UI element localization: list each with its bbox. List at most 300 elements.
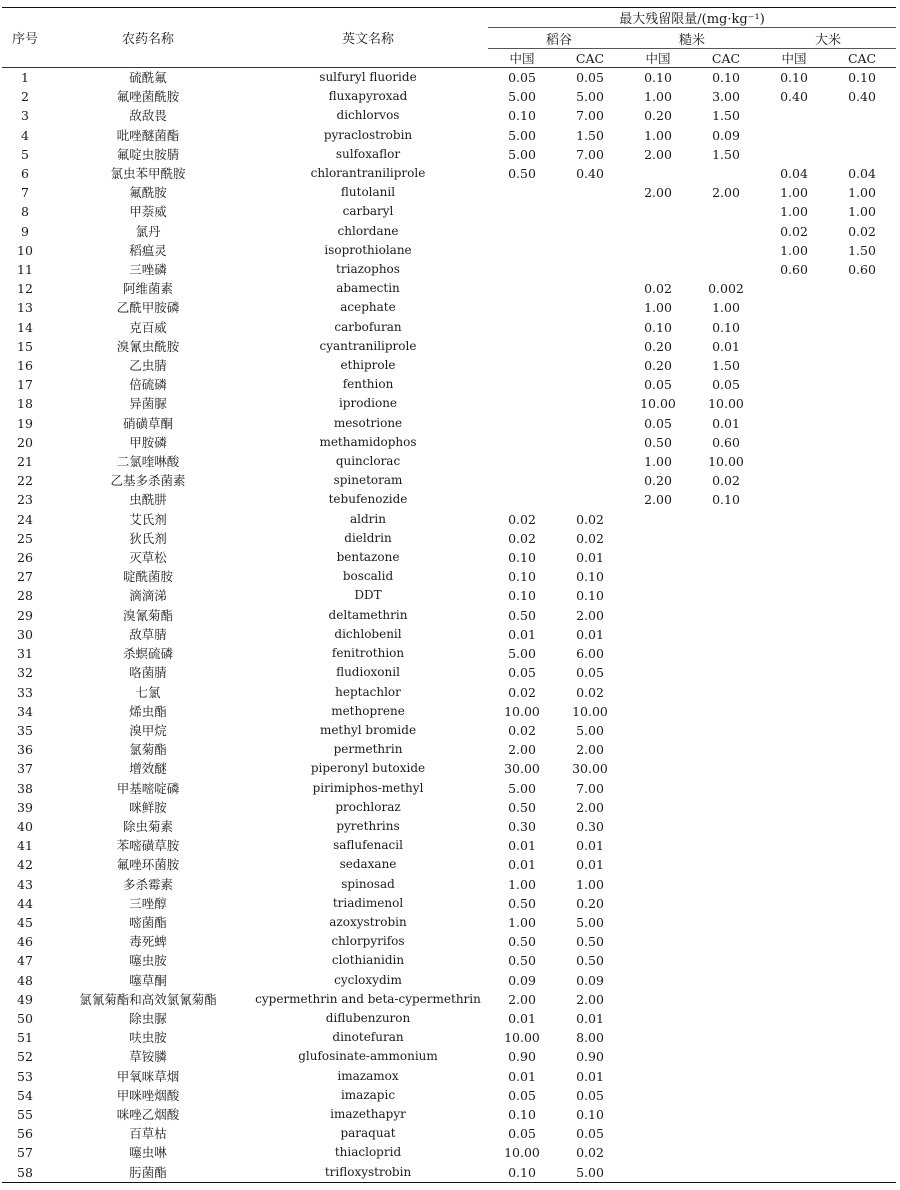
cell-rice-cac: 1.00 xyxy=(848,204,876,220)
cell-no: 46 xyxy=(17,934,33,950)
cell-cn-name: 三唑醇 xyxy=(129,895,167,911)
cell-brown-china: 2.00 xyxy=(644,185,672,201)
cell-paddy-cac: 0.01 xyxy=(576,1010,604,1026)
cell-en-name: saflufenacil xyxy=(333,838,403,853)
cell-paddy-cac: 2.00 xyxy=(576,607,604,623)
cell-no: 48 xyxy=(17,972,33,988)
table-row xyxy=(2,529,896,548)
cell-no: 54 xyxy=(17,1087,33,1103)
table-row xyxy=(2,126,896,145)
cell-rice-china xyxy=(760,298,828,317)
cell-brown-china: 0.50 xyxy=(644,434,672,450)
cell-cn-name: 二氯喹啉酸 xyxy=(116,454,180,470)
cell-rice-cac: 0.10 xyxy=(848,70,876,85)
cell-no: 29 xyxy=(17,607,33,623)
cell-brown-china: 2.00 xyxy=(644,146,672,162)
cell-cn-name: 草铵膦 xyxy=(129,1049,167,1065)
cell-cn-name: 多杀霉素 xyxy=(122,876,173,892)
cell-paddy-cac: 0.90 xyxy=(576,1049,604,1065)
cell-paddy-cac: 0.01 xyxy=(576,626,604,642)
cell-brown-china xyxy=(624,529,692,548)
cell-brown-cac xyxy=(692,971,760,990)
cell-en-name: fenthion xyxy=(342,377,394,392)
table-row xyxy=(2,779,896,798)
cell-brown-china: 0.05 xyxy=(644,415,672,431)
cell-brown-china xyxy=(624,836,692,855)
cell-en-name: permethrin xyxy=(333,742,403,757)
cell-rice-cac xyxy=(828,798,896,817)
cell-brown-cac: 0.02 xyxy=(712,473,740,489)
cell-brown-cac xyxy=(692,721,760,740)
cell-cn-name: 阿维菌素 xyxy=(122,281,173,297)
cell-brown-cac: 0.10 xyxy=(712,319,740,335)
header-sub-china: 中国 xyxy=(488,49,556,68)
table-row xyxy=(2,1067,896,1086)
cell-rice-cac xyxy=(828,1163,896,1183)
table-row xyxy=(2,1105,896,1124)
cell-paddy-china xyxy=(488,471,556,490)
cell-no: 33 xyxy=(17,684,33,700)
table-row xyxy=(2,68,896,88)
cell-en-name: methamidophos xyxy=(319,434,417,449)
cell-brown-cac xyxy=(692,625,760,644)
cell-brown-china xyxy=(624,1086,692,1105)
cell-paddy-china: 0.10 xyxy=(508,108,536,124)
cell-rice-china xyxy=(760,337,828,356)
header-sub-cac: CAC xyxy=(828,49,896,68)
cell-brown-china xyxy=(624,241,692,260)
table-row xyxy=(2,452,896,471)
cell-rice-cac xyxy=(828,606,896,625)
cell-en-name: dinotefuran xyxy=(332,1030,404,1045)
cell-rice-china xyxy=(760,279,828,298)
table-row xyxy=(2,1143,896,1162)
cell-brown-cac xyxy=(692,1067,760,1086)
cell-brown-china xyxy=(624,894,692,913)
cell-paddy-cac: 0.02 xyxy=(576,684,604,700)
cell-paddy-cac: 7.00 xyxy=(576,108,604,124)
header-en-name: 英文名称 xyxy=(248,8,488,68)
cell-no: 2 xyxy=(21,89,29,105)
cell-brown-china xyxy=(624,625,692,644)
cell-brown-cac xyxy=(692,894,760,913)
cell-rice-cac xyxy=(828,721,896,740)
table-row xyxy=(2,1163,896,1183)
cell-paddy-china: 10.00 xyxy=(504,1145,540,1161)
cell-paddy-china: 5.00 xyxy=(508,89,536,105)
cell-no: 19 xyxy=(17,415,33,431)
cell-rice-china: 0.60 xyxy=(780,262,808,278)
cell-cn-name: 敌草腈 xyxy=(129,626,167,642)
cell-paddy-china: 1.00 xyxy=(508,914,536,930)
cell-no: 17 xyxy=(17,377,33,393)
cell-brown-china xyxy=(624,1028,692,1047)
cell-no: 14 xyxy=(17,319,33,335)
cell-cn-name: 嘧菌酯 xyxy=(129,914,167,930)
cell-rice-china xyxy=(760,1009,828,1028)
cell-paddy-cac: 0.05 xyxy=(576,70,604,85)
cell-paddy-cac xyxy=(556,183,624,202)
cell-en-name: carbaryl xyxy=(342,204,394,219)
cell-cn-name: 除虫菊素 xyxy=(122,818,173,834)
table-row xyxy=(2,183,896,202)
cell-brown-china xyxy=(624,875,692,894)
cell-paddy-china xyxy=(488,433,556,452)
cell-en-name: quinclorac xyxy=(335,454,401,469)
cell-brown-china: 1.00 xyxy=(644,127,672,143)
table-row xyxy=(2,836,896,855)
cell-paddy-cac xyxy=(556,318,624,337)
cell-brown-cac xyxy=(692,875,760,894)
cell-rice-china: 0.04 xyxy=(780,166,808,182)
cell-rice-china xyxy=(760,817,828,836)
cell-brown-china xyxy=(624,913,692,932)
cell-paddy-china: 0.10 xyxy=(508,588,536,604)
cell-paddy-china: 0.02 xyxy=(508,684,536,700)
cell-brown-china xyxy=(624,855,692,874)
cell-brown-cac xyxy=(692,702,760,721)
table-row xyxy=(2,644,896,663)
cell-rice-china xyxy=(760,356,828,375)
cell-rice-cac xyxy=(828,337,896,356)
cell-cn-name: 呋虫胺 xyxy=(129,1030,167,1046)
cell-rice-china xyxy=(760,414,828,433)
cell-brown-cac xyxy=(692,1105,760,1124)
cell-paddy-cac: 0.10 xyxy=(576,588,604,604)
cell-cn-name: 氯菊酯 xyxy=(129,742,167,758)
header-group-brown-rice: 糙米 xyxy=(624,28,760,49)
table-row xyxy=(2,164,896,183)
cell-rice-cac xyxy=(828,779,896,798)
cell-brown-china xyxy=(624,567,692,586)
cell-rice-china xyxy=(760,894,828,913)
cell-rice-china xyxy=(760,145,828,164)
cell-no: 5 xyxy=(21,146,29,162)
cell-en-name: diflubenzuron xyxy=(325,1010,411,1025)
cell-brown-cac xyxy=(692,779,760,798)
cell-rice-china xyxy=(760,721,828,740)
cell-no: 42 xyxy=(17,857,33,873)
cell-rice-china xyxy=(760,375,828,394)
table-row xyxy=(2,817,896,836)
cell-paddy-cac: 5.00 xyxy=(576,722,604,738)
cell-cn-name: 滴滴涕 xyxy=(129,588,167,604)
cell-paddy-china: 2.00 xyxy=(508,742,536,758)
cell-rice-china xyxy=(760,529,828,548)
cell-brown-cac xyxy=(692,932,760,951)
cell-no: 38 xyxy=(17,780,33,796)
cell-paddy-cac: 0.01 xyxy=(576,1068,604,1084)
cell-en-name: deltamethrin xyxy=(328,607,408,622)
cell-paddy-cac: 0.09 xyxy=(576,972,604,988)
cell-paddy-china: 0.10 xyxy=(508,569,536,585)
cell-paddy-cac: 0.05 xyxy=(576,1087,604,1103)
cell-brown-cac: 0.01 xyxy=(712,415,740,431)
cell-paddy-china: 0.50 xyxy=(508,934,536,950)
cell-cn-name: 烯虫酯 xyxy=(129,703,167,719)
cell-en-name: pyraclostrobin xyxy=(323,127,413,142)
cell-brown-cac xyxy=(692,1086,760,1105)
cell-rice-china xyxy=(760,126,828,145)
header-sub-cac: CAC xyxy=(692,49,760,68)
cell-en-name: triadimenol xyxy=(332,895,404,910)
cell-rice-china xyxy=(760,836,828,855)
table-row xyxy=(2,875,896,894)
cell-cn-name: 三唑磷 xyxy=(129,262,167,278)
cell-brown-china xyxy=(624,990,692,1009)
cell-rice-cac xyxy=(828,1047,896,1066)
table-row xyxy=(2,87,896,106)
cell-en-name: sulfuryl fluoride xyxy=(319,70,417,84)
cell-paddy-cac: 0.01 xyxy=(576,550,604,566)
cell-rice-cac xyxy=(828,1028,896,1047)
cell-paddy-cac: 30.00 xyxy=(572,761,608,777)
cell-rice-cac xyxy=(828,913,896,932)
cell-brown-cac: 0.60 xyxy=(712,434,740,450)
cell-rice-cac xyxy=(828,702,896,721)
cell-brown-cac xyxy=(692,606,760,625)
cell-rice-china xyxy=(760,318,828,337)
cell-paddy-cac: 7.00 xyxy=(576,146,604,162)
cell-rice-cac xyxy=(828,740,896,759)
cell-en-name: ethiprole xyxy=(340,358,396,373)
cell-rice-cac xyxy=(828,586,896,605)
cell-brown-china: 0.10 xyxy=(644,319,672,335)
cell-brown-cac xyxy=(692,241,760,260)
cell-rice-china xyxy=(760,932,828,951)
cell-no: 55 xyxy=(17,1106,33,1122)
cell-brown-china xyxy=(624,510,692,529)
cell-brown-china xyxy=(624,202,692,221)
cell-no: 28 xyxy=(17,588,33,604)
cell-paddy-china: 0.10 xyxy=(508,1106,536,1122)
cell-no: 8 xyxy=(21,204,29,220)
cell-cn-name: 敌敌畏 xyxy=(129,108,167,124)
header-sub-china: 中国 xyxy=(760,49,828,68)
cell-paddy-china: 0.50 xyxy=(508,799,536,815)
cell-brown-china xyxy=(624,1143,692,1162)
cell-paddy-cac: 0.02 xyxy=(576,511,604,527)
cell-rice-china xyxy=(760,759,828,778)
cell-rice-cac xyxy=(828,1143,896,1162)
cell-brown-cac xyxy=(692,202,760,221)
cell-rice-cac xyxy=(828,663,896,682)
cell-en-name: boscalid xyxy=(342,569,394,584)
cell-paddy-china xyxy=(488,260,556,279)
cell-rice-china xyxy=(760,1028,828,1047)
cell-paddy-china xyxy=(488,375,556,394)
cell-no: 47 xyxy=(17,953,33,969)
cell-en-name: cycloxydim xyxy=(334,972,402,987)
cell-brown-china xyxy=(624,1124,692,1143)
cell-cn-name: 溴氰虫酰胺 xyxy=(116,338,180,354)
table-row xyxy=(2,433,896,452)
cell-en-name: flutolanil xyxy=(340,185,396,200)
cell-brown-cac: 0.09 xyxy=(712,127,740,143)
cell-en-name: piperonyl butoxide xyxy=(310,761,426,776)
cell-paddy-china: 0.05 xyxy=(508,665,536,681)
cell-paddy-china: 0.30 xyxy=(508,818,536,834)
cell-brown-cac: 1.50 xyxy=(712,146,740,162)
cell-paddy-china xyxy=(488,394,556,413)
cell-paddy-china xyxy=(488,241,556,260)
cell-cn-name: 甲咪唑烟酸 xyxy=(116,1087,180,1103)
cell-brown-cac xyxy=(692,683,760,702)
cell-rice-cac: 0.40 xyxy=(848,89,876,105)
cell-no: 44 xyxy=(17,895,33,911)
cell-cn-name: 苯嘧磺草胺 xyxy=(116,838,180,854)
cell-en-name: imazamox xyxy=(337,1068,399,1083)
cell-rice-cac xyxy=(828,567,896,586)
cell-brown-china xyxy=(624,586,692,605)
cell-paddy-cac: 0.05 xyxy=(576,1126,604,1142)
cell-en-name: chlordane xyxy=(337,223,399,238)
table-row xyxy=(2,337,896,356)
cell-en-name: iprodione xyxy=(338,396,398,411)
cell-cn-name: 七氯 xyxy=(135,684,161,700)
cell-paddy-china: 0.10 xyxy=(488,1163,556,1183)
cell-en-name: azoxystrobin xyxy=(329,914,407,929)
cell-paddy-cac: 0.20 xyxy=(576,895,604,911)
table-row xyxy=(2,951,896,970)
cell-rice-china xyxy=(760,663,828,682)
cell-brown-cac xyxy=(692,548,760,567)
cell-rice-china xyxy=(760,798,828,817)
cell-rice-cac xyxy=(828,990,896,1009)
cell-rice-cac xyxy=(828,414,896,433)
cell-rice-cac xyxy=(828,452,896,471)
cell-rice-cac xyxy=(828,318,896,337)
cell-brown-cac xyxy=(692,529,760,548)
cell-rice-cac xyxy=(828,471,896,490)
cell-brown-cac xyxy=(692,817,760,836)
cell-brown-cac xyxy=(692,1163,760,1183)
cell-cn-name: 艾氏剂 xyxy=(129,511,167,527)
cell-cn-name: 噻草酮 xyxy=(129,972,167,988)
cell-rice-china: 1.00 xyxy=(780,204,808,220)
cell-paddy-china xyxy=(488,414,556,433)
cell-en-name: dieldrin xyxy=(344,530,392,545)
cell-en-name: thiacloprid xyxy=(334,1145,402,1160)
cell-brown-cac xyxy=(692,222,760,241)
cell-paddy-china xyxy=(488,202,556,221)
cell-no: 3 xyxy=(21,108,29,124)
cell-paddy-cac: 5.00 xyxy=(556,1163,624,1183)
cell-cn-name: 氯虫苯甲酰胺 xyxy=(110,166,186,182)
cell-brown-cac xyxy=(692,644,760,663)
cell-cn-name: 氯丹 xyxy=(135,223,161,239)
cell-paddy-cac: 5.00 xyxy=(576,914,604,930)
cell-en-name: fenitrothion xyxy=(331,646,405,661)
cell-cn-name: 虫酰肼 xyxy=(129,492,167,508)
cell-paddy-china: 0.50 xyxy=(508,166,536,182)
cell-paddy-cac: 0.50 xyxy=(576,934,604,950)
cell-paddy-cac xyxy=(556,452,624,471)
cell-no: 12 xyxy=(17,281,33,297)
table-row xyxy=(2,1124,896,1143)
cell-rice-cac xyxy=(828,971,896,990)
cell-no: 7 xyxy=(21,185,29,201)
cell-rice-cac: 0.04 xyxy=(848,166,876,182)
cell-en-name: prochloraz xyxy=(335,799,401,814)
cell-cn-name: 肟菌酯 xyxy=(48,1163,248,1183)
cell-cn-name: 杀螟硫磷 xyxy=(122,646,173,662)
cell-cn-name: 咪鲜胺 xyxy=(129,799,167,815)
cell-rice-cac xyxy=(828,375,896,394)
cell-paddy-china: 0.05 xyxy=(508,70,536,85)
cell-brown-china: 0.10 xyxy=(644,70,672,85)
cell-cn-name: 咯菌腈 xyxy=(129,665,167,681)
cell-rice-cac: 1.50 xyxy=(848,242,876,258)
cell-paddy-china xyxy=(488,490,556,509)
cell-en-name: sulfoxaflor xyxy=(335,146,401,161)
cell-paddy-china: 0.02 xyxy=(508,511,536,527)
table-row xyxy=(2,375,896,394)
cell-brown-china xyxy=(624,779,692,798)
cell-brown-china: 10.00 xyxy=(640,396,676,412)
cell-no: 37 xyxy=(17,761,33,777)
cell-rice-china xyxy=(760,471,828,490)
table-row xyxy=(2,606,896,625)
cell-brown-china: 0.20 xyxy=(644,108,672,124)
cell-cn-name: 狄氏剂 xyxy=(129,530,167,546)
cell-brown-cac: 0.002 xyxy=(708,281,744,297)
cell-cn-name: 氟啶虫胺腈 xyxy=(116,146,180,162)
cell-no: 51 xyxy=(17,1030,33,1046)
cell-rice-china: 0.10 xyxy=(780,70,808,85)
cell-rice-china xyxy=(760,106,828,125)
cell-rice-cac xyxy=(828,279,896,298)
cell-paddy-cac xyxy=(556,202,624,221)
cell-brown-china xyxy=(624,644,692,663)
cell-no: 50 xyxy=(17,1010,33,1026)
cell-brown-china xyxy=(624,951,692,970)
mrl-table-container xyxy=(2,7,896,1183)
cell-no: 4 xyxy=(21,127,29,143)
cell-rice-china xyxy=(760,586,828,605)
cell-rice-cac xyxy=(828,759,896,778)
cell-rice-china xyxy=(760,433,828,452)
table-row xyxy=(2,145,896,164)
table-row xyxy=(2,106,896,125)
cell-no: 25 xyxy=(17,530,33,546)
cell-brown-cac: 0.01 xyxy=(712,338,740,354)
cell-paddy-china xyxy=(488,183,556,202)
cell-en-name: DDT xyxy=(354,588,382,603)
cell-brown-china: 0.20 xyxy=(644,358,672,374)
cell-rice-cac xyxy=(828,1067,896,1086)
cell-paddy-cac xyxy=(556,356,624,375)
cell-brown-cac: 1.50 xyxy=(712,108,740,124)
cell-cn-name: 灭草松 xyxy=(129,550,167,566)
cell-brown-china xyxy=(624,721,692,740)
cell-brown-china: 1.00 xyxy=(644,300,672,316)
cell-rice-cac xyxy=(828,529,896,548)
cell-cn-name: 毒死蜱 xyxy=(129,934,167,950)
cell-en-name: carbofuran xyxy=(334,319,402,334)
cell-rice-cac xyxy=(828,510,896,529)
cell-no: 53 xyxy=(17,1068,33,1084)
cell-en-name: methyl bromide xyxy=(319,722,417,737)
cell-rice-china xyxy=(760,740,828,759)
cell-paddy-cac: 1.00 xyxy=(576,876,604,892)
cell-brown-cac xyxy=(692,510,760,529)
cell-rice-china xyxy=(760,990,828,1009)
cell-cn-name: 乙虫腈 xyxy=(129,358,167,374)
cell-paddy-cac: 0.30 xyxy=(576,818,604,834)
cell-paddy-cac xyxy=(556,222,624,241)
cell-rice-cac xyxy=(828,644,896,663)
